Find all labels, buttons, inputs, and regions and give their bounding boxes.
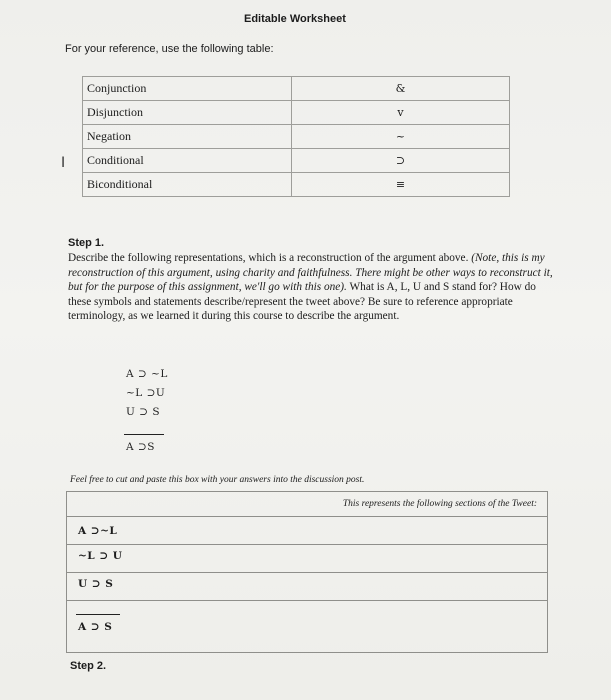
row-divider <box>67 572 547 573</box>
answer-box-header: This represents the following sections of the Tweet: <box>342 499 537 509</box>
premise-2: ~L ⊃U <box>126 387 166 399</box>
operator-name: Disjunction <box>83 101 292 125</box>
table-row <box>83 77 510 101</box>
premise-1: A ⊃ ~L <box>126 368 168 380</box>
premise-3: U ⊃ S <box>126 406 161 418</box>
operator-name: Conditional <box>83 149 292 173</box>
operator-symbol: ⊃ <box>292 149 510 173</box>
operator-name: Negation <box>83 125 292 149</box>
paste-note: Feel free to cut and paste this box with your answers into the discussion post. <box>70 475 365 485</box>
table-row <box>83 149 510 173</box>
table-row <box>83 125 510 149</box>
page-title: Editable Worksheet <box>244 13 346 25</box>
operator-name: Conjunction <box>83 77 292 101</box>
answer-premise-1[interactable]: A ⊃~L <box>78 525 118 537</box>
operator-name: Biconditional <box>83 173 292 197</box>
answer-box[interactable] <box>66 491 548 653</box>
text-cursor-icon: I <box>61 155 66 171</box>
row-divider <box>67 516 547 517</box>
operator-symbol: & <box>292 77 510 101</box>
row-divider <box>67 600 547 601</box>
step1-instructions <box>68 251 558 324</box>
conclusion-divider <box>124 434 164 435</box>
conclusion-divider <box>76 614 120 615</box>
operator-symbol: ~ <box>292 125 510 149</box>
reference-intro: For your reference, use the following table: <box>65 43 274 55</box>
step1-heading: Step 1. <box>68 237 105 249</box>
answer-premise-2[interactable]: ~L ⊃ U <box>78 550 123 562</box>
answer-premise-3[interactable]: U ⊃ S <box>78 578 114 590</box>
operator-symbol: v <box>292 101 510 125</box>
table-row <box>83 101 510 125</box>
step1-intro: Describe the following representations, which is a reconstruction of the argument above. <box>68 252 469 264</box>
conclusion: A ⊃S <box>126 441 155 453</box>
step1-note: (Note, this is my reconstruction of this argument, using charity and faithfulness. There might be other ways to reconstruct it, but for the purpose of this assignment, we'll go with this one). <box>68 252 553 293</box>
operator-table <box>82 76 510 197</box>
answer-conclusion[interactable]: A ⊃ S <box>78 621 113 633</box>
operator-symbol: ≡ <box>292 173 510 197</box>
step2-heading: Step 2. <box>70 660 107 672</box>
step1-questions: What is A, L, U and S stand for? How do these symbols and statements describe/represent the tweet above? Be sure to reference appropriate terminology, as we learned it during this course to describe the argument. <box>68 281 536 322</box>
table-row <box>83 173 510 197</box>
row-divider <box>67 544 547 545</box>
